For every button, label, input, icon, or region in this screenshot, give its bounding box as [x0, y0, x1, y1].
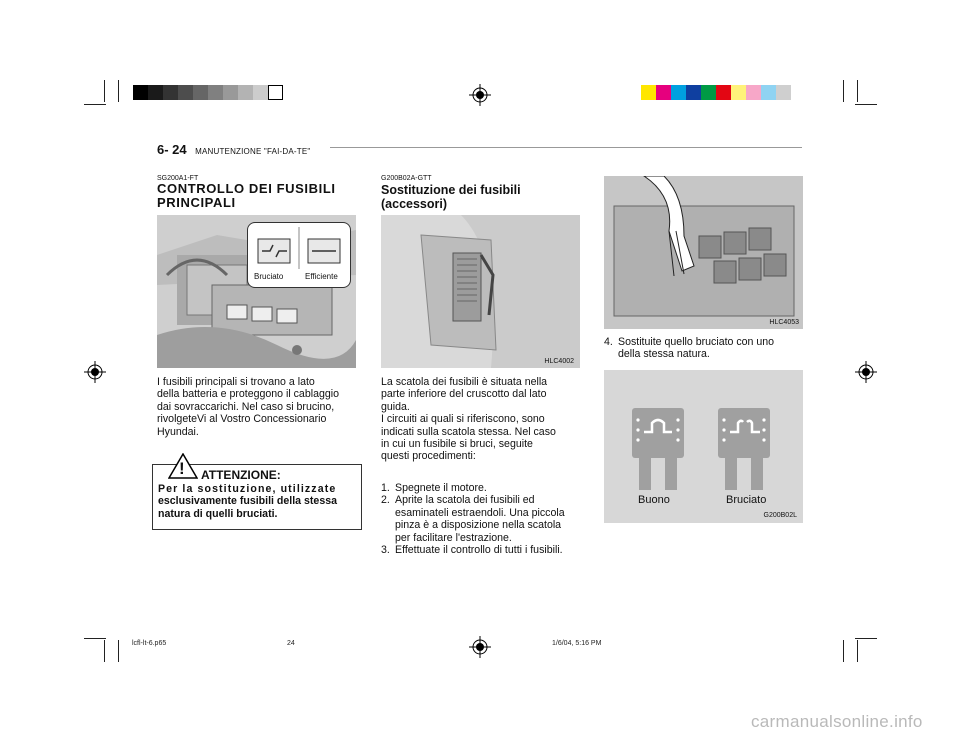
blade-fuses-illustration	[604, 370, 803, 500]
text-line: I circuiti ai quali si riferiscono, sono	[381, 413, 545, 426]
col1-paragraph	[157, 376, 356, 438]
fuse-inset-illustration	[248, 223, 350, 273]
fuse-box-photo	[381, 215, 580, 368]
crop-mark	[855, 104, 877, 105]
gray-swatch	[208, 85, 223, 100]
step-number: 2.	[381, 494, 390, 507]
crop-mark	[104, 80, 105, 102]
text-line: pinza è a disposizione nella scatola	[395, 519, 562, 532]
gray-swatch	[163, 85, 178, 100]
text-line: della batteria e proteggono il cablaggio	[157, 388, 339, 401]
text-line: Aprite la scatola dei fusibili ed	[395, 494, 535, 507]
gray-swatch	[148, 85, 163, 100]
gray-swatch	[238, 85, 253, 100]
crop-mark	[855, 638, 877, 639]
fuse-replacement-photo	[604, 176, 803, 329]
color-swatch	[716, 85, 731, 100]
crop-mark	[84, 638, 106, 639]
color-swatch	[686, 85, 701, 100]
warning-title: ATTENZIONE:	[201, 468, 281, 482]
registration-target-icon	[855, 361, 877, 383]
color-swatch	[701, 85, 716, 100]
section-code: SG200A1-FT	[157, 175, 199, 182]
crop-mark	[118, 80, 119, 102]
color-swatch	[776, 85, 791, 100]
warning-box	[152, 459, 362, 530]
image-code: HLC4002	[544, 358, 574, 365]
color-swatch	[656, 85, 671, 100]
procedure-steps	[381, 482, 580, 556]
main-fuse-photo	[157, 215, 356, 368]
text-line: Spegnete il motore.	[395, 482, 487, 494]
watermark: carmanualsonline.info	[751, 712, 923, 731]
label-burned: Bruciato	[726, 494, 767, 506]
image-code: G200B02L	[763, 512, 797, 519]
gray-swatch	[223, 85, 238, 100]
grayscale-calibration-bar	[133, 85, 283, 100]
text-line: natura di quelli bruciati.	[158, 507, 278, 520]
crop-mark	[118, 640, 119, 662]
text-line: I fusibili principali si trovano a lato	[157, 376, 315, 388]
text-line: esclusivamente fusibili della stessa	[158, 495, 338, 508]
footer-page: 24	[287, 640, 295, 647]
text-line: Sostituite quello bruciato con uno	[618, 336, 775, 348]
text-line: per facilitare l'estrazione.	[395, 531, 512, 544]
crop-mark	[104, 640, 105, 662]
warning-symbol: !	[179, 459, 185, 478]
text-line: Per la sostituzione, utilizzate	[158, 483, 337, 495]
gray-swatch	[178, 85, 193, 100]
label-good: Buono	[638, 494, 670, 506]
color-swatch	[641, 85, 656, 100]
footer-file: lcfl-lt-6.p65	[132, 640, 167, 647]
crop-mark	[843, 640, 844, 662]
text-line: rivolgeteVi al Vostro Concessionario	[157, 413, 327, 426]
page-header	[157, 141, 310, 159]
registration-target-icon	[84, 361, 106, 383]
crop-mark	[857, 640, 858, 662]
gray-swatch	[268, 85, 283, 100]
crop-mark	[843, 80, 844, 102]
title-line: PRINCIPALI	[157, 195, 236, 210]
label-efficient: Efficiente	[305, 272, 338, 281]
label-burned: Bruciato	[254, 272, 284, 281]
color-swatch	[761, 85, 776, 100]
section-code: G200B02A-GTT	[381, 175, 432, 182]
section-title	[157, 182, 336, 210]
registration-target-icon	[469, 636, 491, 658]
step-item	[604, 336, 804, 361]
gray-swatch	[253, 85, 268, 100]
title-line: CONTROLLO DEI FUSIBILI	[157, 181, 336, 196]
text-line: esaminateli estraendoli. Una piccola	[395, 506, 565, 519]
step-item	[381, 494, 580, 544]
gray-swatch	[133, 85, 148, 100]
section-title	[381, 183, 521, 211]
color-swatch	[731, 85, 746, 100]
fuse-comparison-inset	[247, 222, 351, 288]
text-line: Effettuate il controllo di tutti i fusibili.	[395, 544, 563, 557]
gray-swatch	[193, 85, 208, 100]
text-line: parte inferiore del cruscotto dal lato	[381, 388, 547, 401]
step-item	[381, 544, 580, 556]
col2-paragraph	[381, 376, 580, 463]
text-line: della stessa natura.	[618, 348, 710, 361]
header-rule	[330, 147, 802, 148]
text-line: indicati sulla scatola stessa. Nel caso	[381, 425, 556, 438]
warning-text	[158, 483, 358, 520]
hand-pulling-fuse-illustration	[604, 176, 803, 329]
image-code: HLC4053	[769, 319, 799, 326]
footer-date: 1/6/04, 5:16 PM	[552, 640, 602, 647]
procedure-steps	[604, 336, 804, 361]
text-line: in cui un fusibile si bruci, seguite	[381, 438, 533, 451]
text-line: dai sovraccarichi. Nel caso si brucino,	[157, 400, 335, 413]
section-title: MANUTENZIONE "FAI-DA-TE"	[195, 147, 311, 156]
step-number: 1.	[381, 482, 390, 494]
page-number: 6- 24	[157, 142, 187, 157]
step-item	[381, 482, 580, 494]
title-line: Sostituzione dei fusibili	[381, 183, 521, 197]
text-line: La scatola dei fusibili è situata nella	[381, 376, 548, 388]
dashboard-illustration	[381, 215, 580, 368]
color-swatch	[746, 85, 761, 100]
fuse-comparison-figure	[604, 370, 803, 523]
crop-mark	[84, 104, 106, 105]
color-swatch	[671, 85, 686, 100]
text-line: Hyundai.	[157, 425, 199, 438]
text-line: questi procedimenti:	[381, 450, 476, 463]
color-calibration-bar	[641, 85, 791, 100]
title-line: (accessori)	[381, 197, 448, 211]
crop-mark	[857, 80, 858, 102]
registration-target-icon	[469, 84, 491, 106]
step-number: 3.	[381, 544, 390, 557]
text-line: guida.	[381, 400, 410, 413]
step-number: 4.	[604, 336, 613, 348]
